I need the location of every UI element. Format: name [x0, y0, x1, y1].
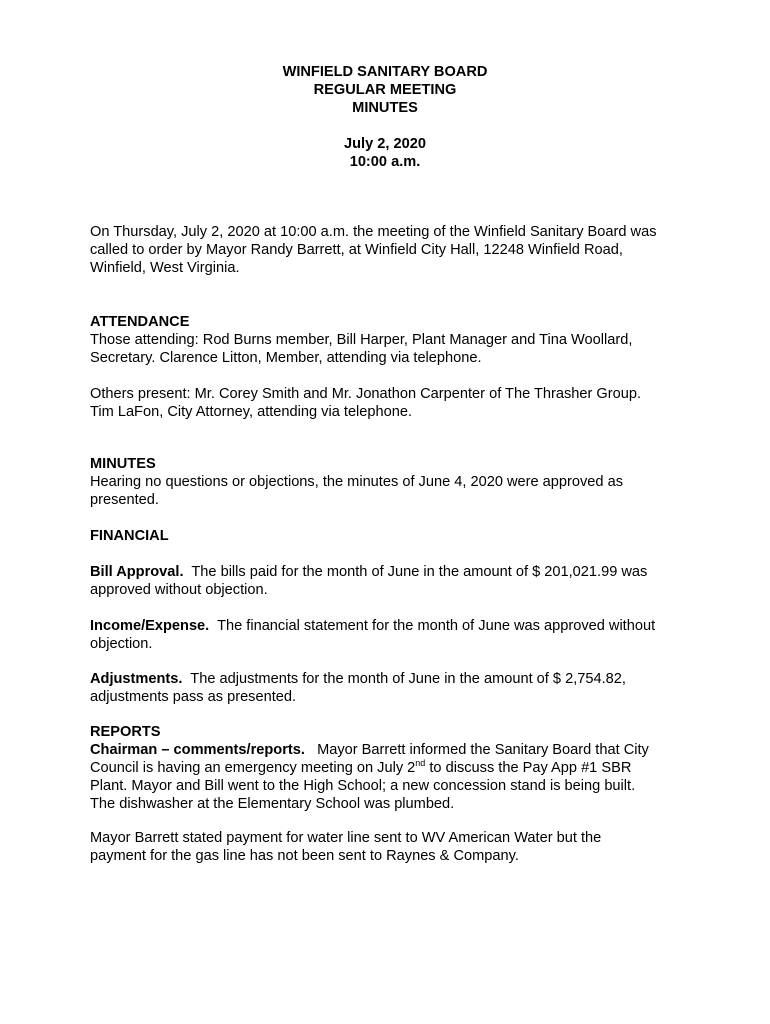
adjustments-line: [90, 670, 690, 688]
intro-line: called to order by Mayor Randy Barrett, at Winfield City Hall, 12248 Winfield Road,: [90, 242, 623, 258]
attendance-heading: ATTENDANCE: [90, 314, 190, 330]
chairman-text: Mayor Barrett informed the Sanitary Board that City: [304, 742, 649, 758]
minutes-line: presented.: [90, 492, 159, 508]
intro-line: Winfield, West Virginia.: [90, 260, 240, 276]
income-expense-line: [90, 617, 690, 635]
chairman-line: [90, 759, 690, 777]
others-line: Others present: Mr. Corey Smith and Mr. Jonathon Carpenter of The Thrasher Group.: [90, 386, 642, 402]
meeting-datetime: [0, 135, 770, 171]
adjustments-line: adjustments pass as presented.: [90, 689, 297, 705]
reports-heading: REPORTS: [90, 724, 161, 740]
attendance-line: Those attending: Rod Burns member, Bill Harper, Plant Manager and Tina Woollard,: [90, 332, 633, 348]
financial-heading: FINANCIAL: [90, 528, 169, 544]
intro-paragraph: [90, 223, 690, 277]
attendance-section: [90, 313, 690, 367]
chairman-line: The dishwasher at the Elementary School was plumbed.: [90, 796, 455, 812]
payment-line: Mayor Barrett stated payment for water line sent to WV American Water but the: [90, 830, 602, 846]
meeting-date: July 2, 2020: [344, 136, 426, 152]
minutes-section: [90, 455, 690, 509]
ordinal-suffix: nd: [415, 758, 426, 769]
intro-line: On Thursday, July 2, 2020 at 10:00 a.m. the meeting of the Winfield Sanitary Board was: [90, 224, 657, 240]
minutes-line: Hearing no questions or objections, the minutes of June 4, 2020 were approved as: [90, 474, 624, 490]
chairman-line: Plant. Mayor and Bill went to the High School; a new concession stand is being built.: [90, 778, 636, 794]
income-expense-line: objection.: [90, 636, 153, 652]
document-header: [0, 63, 770, 117]
bill-approval-label: Bill Approval.: [90, 564, 184, 580]
payment-paragraph: [90, 829, 690, 865]
document-type: MINUTES: [352, 100, 418, 116]
bill-approval: [90, 563, 690, 599]
bill-approval-text: The bills paid for the month of June in the amount of $ 201,021.99 was: [183, 564, 648, 580]
bill-approval-line: approved without objection.: [90, 582, 268, 598]
others-line: Tim LaFon, City Attorney, attending via telephone.: [90, 404, 413, 420]
chairman-text: Council is having an emergency meeting on July 2: [90, 760, 416, 776]
chairman-line: [90, 741, 690, 759]
meeting-type: REGULAR MEETING: [313, 82, 457, 98]
chairman-text: to discuss the Pay App #1 SBR: [425, 760, 632, 776]
org-title: WINFIELD SANITARY BOARD: [282, 64, 488, 80]
payment-line: payment for the gas line has not been sent to Raynes & Company.: [90, 848, 519, 864]
income-expense: [90, 617, 690, 653]
bill-approval-line: [90, 563, 690, 581]
others-present: [90, 385, 690, 421]
adjustments-text: The adjustments for the month of June in the amount of $ 2,754.82,: [182, 671, 626, 687]
income-expense-label: Income/Expense.: [90, 618, 210, 634]
chairman-label: Chairman – comments/reports.: [90, 742, 305, 758]
minutes-heading: MINUTES: [90, 456, 156, 472]
financial-heading-block: [90, 527, 690, 545]
reports-section: [90, 723, 690, 813]
adjustments-label: Adjustments.: [90, 671, 183, 687]
attendance-line: Secretary. Clarence Litton, Member, attending via telephone.: [90, 350, 482, 366]
meeting-time: 10:00 a.m.: [349, 154, 421, 170]
adjustments: [90, 670, 690, 706]
income-expense-text: The financial statement for the month of June was approved without: [209, 618, 656, 634]
